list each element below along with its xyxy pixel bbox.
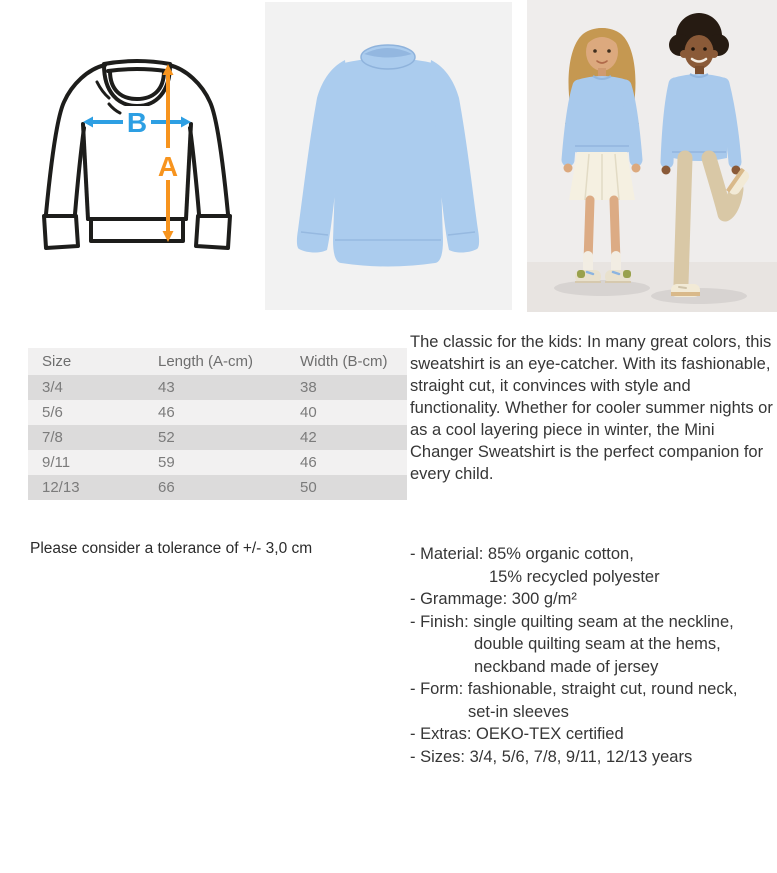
measurement-diagram-image bbox=[0, 0, 262, 312]
detail-line: set-in sleeves bbox=[468, 702, 569, 721]
column-header-width: Width (B-cm) bbox=[299, 348, 407, 375]
detail-item bbox=[410, 543, 777, 588]
table-cell: 3/4 bbox=[28, 375, 157, 400]
table-row bbox=[28, 400, 407, 425]
detail-item bbox=[410, 723, 777, 746]
tolerance-note: Please consider a tolerance of +/- 3,0 cm bbox=[30, 539, 313, 557]
detail-line: - Extras: OEKO-TEX certified bbox=[410, 725, 624, 743]
detail-line: neckband made of jersey bbox=[474, 657, 659, 676]
garment-outline bbox=[44, 61, 230, 248]
table-row bbox=[28, 475, 407, 500]
table-row bbox=[28, 425, 407, 450]
detail-line: - Sizes: 3/4, 5/6, 7/8, 9/11, 12/13 years bbox=[410, 747, 693, 766]
detail-line: double quilting seam at the hems, bbox=[474, 635, 721, 653]
column-header-size: Size bbox=[28, 348, 157, 375]
kids-model-photo bbox=[527, 0, 777, 312]
product-photo bbox=[265, 2, 512, 310]
length-a-label: A bbox=[157, 151, 179, 182]
flat-sweatshirt-illustration bbox=[265, 2, 512, 310]
table-row bbox=[28, 375, 407, 400]
column-header-length: Length (A-cm) bbox=[157, 348, 299, 375]
collar bbox=[361, 45, 415, 69]
table-cell: 38 bbox=[299, 375, 407, 400]
size-table-body bbox=[28, 375, 407, 500]
detail-line: - Material: 85% organic cotton, bbox=[410, 545, 634, 563]
product-description: The classic for the kids: In many great colors, this sweatshirt is an eye-catcher. With its fashionable, straight cut, it convinces with style and functionality. Whether for cooler summer nights or as a cool layering piece in winter, the Mini Changer Sweatshirt is the perfect companion for every child. bbox=[410, 333, 773, 483]
detail-item bbox=[410, 678, 777, 723]
table-cell: 46 bbox=[299, 450, 407, 475]
detail-line: - Grammage: 300 g/m² bbox=[410, 590, 577, 608]
size-table bbox=[28, 348, 407, 500]
details-list bbox=[410, 543, 777, 768]
table-cell: 12/13 bbox=[28, 475, 157, 500]
table-cell: 66 bbox=[157, 475, 299, 500]
detail-line: 15% recycled polyester bbox=[489, 567, 660, 586]
kids-illustration bbox=[527, 0, 777, 312]
sweatshirt-line-drawing bbox=[0, 0, 262, 312]
detail-item bbox=[410, 746, 777, 769]
table-cell: 42 bbox=[299, 425, 407, 450]
table-cell: 59 bbox=[157, 450, 299, 475]
table-cell: 46 bbox=[157, 400, 299, 425]
size-table-header bbox=[28, 348, 407, 375]
width-b-arrow bbox=[83, 106, 191, 138]
detail-item bbox=[410, 588, 777, 611]
table-row bbox=[28, 450, 407, 475]
detail-line: - Form: fashionable, straight cut, round neck, bbox=[410, 680, 738, 698]
detail-item bbox=[410, 611, 777, 679]
table-cell: 7/8 bbox=[28, 425, 157, 450]
table-cell: 40 bbox=[299, 400, 407, 425]
table-cell: 52 bbox=[157, 425, 299, 450]
table-cell: 5/6 bbox=[28, 400, 157, 425]
table-cell: 50 bbox=[299, 475, 407, 500]
width-b-label: B bbox=[126, 107, 148, 138]
table-cell: 43 bbox=[157, 375, 299, 400]
boy-face bbox=[685, 35, 714, 69]
detail-line: - Finish: single quilting seam at the neckline, bbox=[410, 612, 734, 631]
table-cell: 9/11 bbox=[28, 450, 157, 475]
